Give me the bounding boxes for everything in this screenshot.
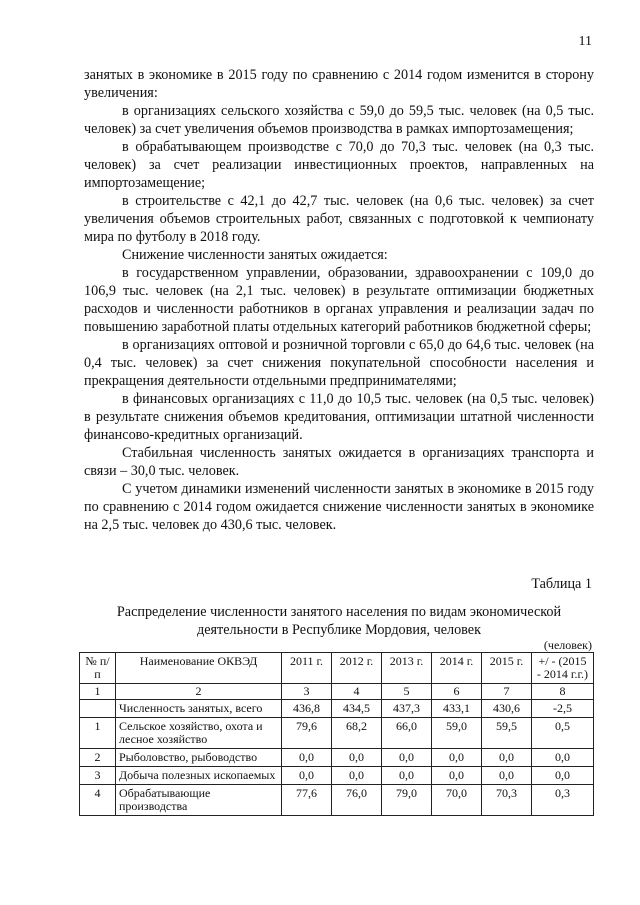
value-cell: 66,0 <box>382 718 432 749</box>
value-cell: 0,0 <box>532 749 594 767</box>
header-2011: 2011 г. <box>282 653 332 684</box>
header-change: +/ - (2015 - 2014 г.г.) <box>532 653 594 684</box>
value-cell: 0,3 <box>532 785 594 816</box>
value-cell: 59,0 <box>432 718 482 749</box>
table-label: Таблица 1 <box>531 576 592 592</box>
value-cell: 0,0 <box>432 767 482 785</box>
row-number-cell <box>80 700 116 718</box>
value-cell: 0,0 <box>282 749 332 767</box>
index-cell: 6 <box>432 684 482 700</box>
table-row <box>80 700 594 718</box>
index-cell: 8 <box>532 684 594 700</box>
value-cell: 0,0 <box>382 749 432 767</box>
header-2015: 2015 г. <box>482 653 532 684</box>
value-cell: 70,0 <box>432 785 482 816</box>
index-cell: 3 <box>282 684 332 700</box>
row-number-cell: 3 <box>80 767 116 785</box>
value-cell: -2,5 <box>532 700 594 718</box>
row-number-cell: 2 <box>80 749 116 767</box>
unit-note: (человек) <box>543 638 592 652</box>
value-cell: 79,0 <box>382 785 432 816</box>
value-cell: 436,8 <box>282 700 332 718</box>
header-2014: 2014 г. <box>432 653 482 684</box>
row-name-cell: Обрабатывающие производства <box>116 785 282 816</box>
paragraph: С учетом динамики изменений численности занятых в экономике в 2015 году по сравнению с 2014 годом ожидается снижение численности занятых в экономике на 2,5 тыс. человек до 430,6 тыс. человек. <box>84 481 594 533</box>
value-cell: 70,3 <box>482 785 532 816</box>
paragraph: в финансовых организациях с 11,0 до 10,5 тыс. человек (на 0,5 тыс. человек) в результате снижения объемов кредитования, оптимизации штатной численности финансово-кредитных организаций. <box>84 391 594 443</box>
value-cell: 68,2 <box>332 718 382 749</box>
table-row <box>80 767 594 785</box>
row-number-cell: 1 <box>80 718 116 749</box>
value-cell: 0,0 <box>282 767 332 785</box>
paragraph: в организациях оптовой и розничной торговли с 65,0 до 64,6 тыс. человек (на 0,4 тыс. человек) за счет снижения покупательной способности населения и прекращения деятельности отдельными предпринимателями; <box>84 337 594 389</box>
row-name-cell: Численность занятых, всего <box>116 700 282 718</box>
paragraph: Стабильная численность занятых ожидается в организациях транспорта и связи – 30,0 тыс. человек. <box>84 445 594 479</box>
index-cell: 1 <box>80 684 116 700</box>
value-cell: 0,0 <box>482 767 532 785</box>
value-cell: 0,0 <box>482 749 532 767</box>
value-cell: 79,6 <box>282 718 332 749</box>
row-number-cell: 4 <box>80 785 116 816</box>
body-text <box>84 66 594 534</box>
paragraph: в обрабатывающем производстве с 70,0 до 70,3 тыс. человек (на 0,3 тыс. человек) за счет реализации инвестиционных проектов, направленных на импортозамещение; <box>84 139 594 191</box>
index-cell: 7 <box>482 684 532 700</box>
value-cell: 433,1 <box>432 700 482 718</box>
row-name-cell: Добыча полезных ископаемых <box>116 767 282 785</box>
paragraph: в организациях сельского хозяйства с 59,0 до 59,5 тыс. человек (на 0,5 тыс. человек) за счет увеличения объемов производства в рамках импортозамещения; <box>84 103 594 137</box>
index-cell: 4 <box>332 684 382 700</box>
table-title: Распределение численности занятого населения по видам экономической деятельности в Республике Мордовия, человек <box>116 604 562 638</box>
header-2012: 2012 г. <box>332 653 382 684</box>
row-name-cell: Сельское хозяйство, охота и лесное хозяйство <box>116 718 282 749</box>
table-row <box>80 749 594 767</box>
paragraph: Снижение численности занятых ожидается: <box>122 247 388 263</box>
header-2013: 2013 г. <box>382 653 432 684</box>
value-cell: 0,0 <box>382 767 432 785</box>
value-cell: 0,0 <box>332 767 382 785</box>
value-cell: 59,5 <box>482 718 532 749</box>
employment-table <box>79 652 594 816</box>
index-cell: 2 <box>116 684 282 700</box>
value-cell: 0,5 <box>532 718 594 749</box>
value-cell: 0,0 <box>532 767 594 785</box>
header-name: Наименование ОКВЭД <box>116 653 282 684</box>
paragraph: занятых в экономике в 2015 году по сравнению с 2014 годом изменится в сторону увеличения: <box>84 67 594 101</box>
table-header-row <box>80 653 594 684</box>
table-row <box>80 785 594 816</box>
table-row <box>80 718 594 749</box>
value-cell: 437,3 <box>382 700 432 718</box>
header-number: № п/п <box>80 653 116 684</box>
index-cell: 5 <box>382 684 432 700</box>
row-name-cell: Рыболовство, рыбоводство <box>116 749 282 767</box>
paragraph: в строительстве с 42,1 до 42,7 тыс. человек (на 0,6 тыс. человек) за счет увеличения объемов строительных работ, связанных с подготовкой к чемпионату мира по футболу в 2018 году. <box>84 193 594 245</box>
paragraph: в государственном управлении, образовании, здравоохранении с 109,0 до 106,9 тыс. человек (на 2,1 тыс. человек) в результате оптимизации бюджетных расходов и численности работников в органах управления и реализации задач по повышению заработной платы отдельных категорий работников бюджетной сферы; <box>84 265 594 335</box>
value-cell: 0,0 <box>432 749 482 767</box>
value-cell: 434,5 <box>332 700 382 718</box>
value-cell: 430,6 <box>482 700 532 718</box>
value-cell: 76,0 <box>332 785 382 816</box>
value-cell: 0,0 <box>332 749 382 767</box>
page-number: 11 <box>578 34 592 49</box>
value-cell: 77,6 <box>282 785 332 816</box>
column-index-row <box>80 684 594 700</box>
